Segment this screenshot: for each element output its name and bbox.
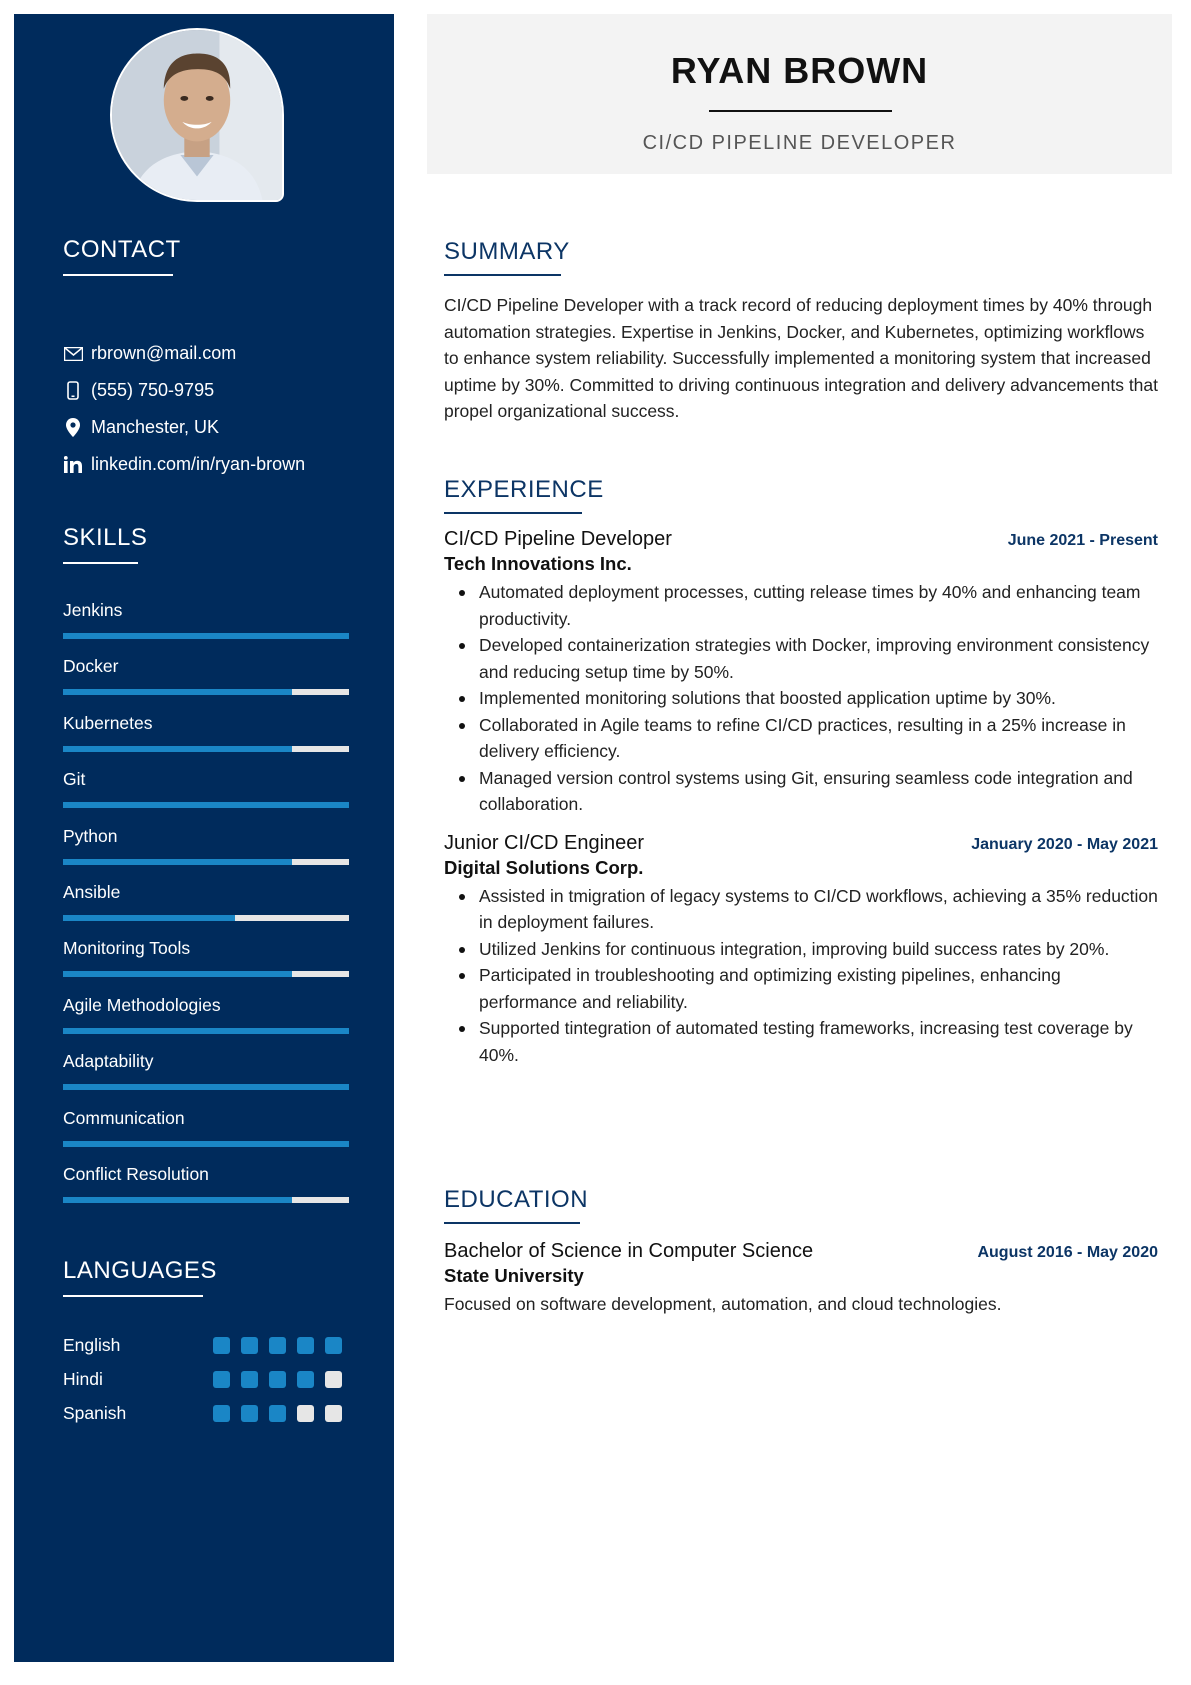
skill-level-fill xyxy=(63,971,292,977)
summary-heading: SUMMARY xyxy=(444,238,570,265)
skill-level-fill xyxy=(63,1084,349,1090)
contact-email[interactable] xyxy=(63,335,373,372)
summary-heading-rule xyxy=(444,274,561,276)
skill-level-fill xyxy=(63,802,349,808)
rating-dot-filled xyxy=(325,1337,342,1354)
education-heading: EDUCATION xyxy=(444,1186,589,1213)
education-description: Focused on software development, automation, and cloud technologies. xyxy=(444,1294,1002,1314)
experience-heading: EXPERIENCE xyxy=(444,476,604,503)
resume-header xyxy=(427,14,1172,174)
skill-name: Ansible xyxy=(63,881,121,902)
skill-item xyxy=(63,655,349,711)
job-bullet: Supported tintegration of automated testing frameworks, increasing test coverage by 40%. xyxy=(444,1015,1158,1068)
job-bullet: Managed version control systems using Git, ensuring seamless code integration and collaboration. xyxy=(444,765,1158,818)
job-date: January 2020 - May 2021 xyxy=(971,835,1158,853)
languages-heading-rule xyxy=(63,1295,203,1297)
contact-section xyxy=(63,236,363,276)
skill-item xyxy=(63,768,349,824)
language-rating xyxy=(213,1405,353,1422)
skill-level-fill xyxy=(63,746,292,752)
contact-linkedin[interactable] xyxy=(63,446,373,483)
skill-level-fill xyxy=(63,915,235,921)
languages-heading: LANGUAGES xyxy=(63,1257,217,1284)
job-bullet: Assisted in tmigration of legacy systems to CI/CD workflows, achieving a 35% reduction in deployment failures. xyxy=(444,883,1158,936)
summary-text: CI/CD Pipeline Developer with a track record of reducing deployment times by 40% through automation strategies. Expertise in Jenkins, Docker, and Kubernetes, optimizing workflows to enhance system reliability. Successfully implemented a monitoring system that increased uptime by 30%. Committed to driving continuous integration and delivery advancements that propel organizational success. xyxy=(444,295,1159,421)
contact-location-text: Manchester, UK xyxy=(91,417,220,437)
education-header xyxy=(444,1240,1158,1263)
skill-item xyxy=(63,825,349,881)
contact-list xyxy=(63,335,373,483)
job-date: June 2021 - Present xyxy=(1007,532,1158,549)
skill-level-fill xyxy=(63,1028,349,1034)
email-icon xyxy=(63,344,83,364)
language-item xyxy=(63,1396,353,1430)
contact-heading-rule xyxy=(63,274,173,276)
summary-section xyxy=(444,238,1158,425)
skill-level-bar xyxy=(63,1028,349,1034)
profile-photo-illustration xyxy=(112,30,282,200)
skills-section xyxy=(63,524,363,564)
contact-linkedin-text: linkedin.com/in/ryan-brown xyxy=(91,454,306,474)
skill-name: Git xyxy=(63,769,86,790)
skill-level-fill xyxy=(63,859,292,865)
skill-level-bar xyxy=(63,802,349,808)
contact-heading: CONTACT xyxy=(63,236,181,263)
experience-section xyxy=(444,476,1158,1068)
job-bullets xyxy=(444,579,1158,818)
languages-list xyxy=(63,1328,353,1430)
skill-name: Conflict Resolution xyxy=(63,1163,209,1184)
skill-level-fill xyxy=(63,1197,292,1203)
rating-dot-filled xyxy=(269,1337,286,1354)
skill-level-fill xyxy=(63,689,292,695)
skill-level-bar xyxy=(63,689,349,695)
contact-email-text: rbrown@mail.com xyxy=(91,343,237,363)
skill-name: Python xyxy=(63,825,118,846)
contact-phone-text: (555) 750-9795 xyxy=(91,380,215,400)
skill-name: Docker xyxy=(63,656,119,677)
skill-name: Jenkins xyxy=(63,600,123,620)
skill-name: Communication xyxy=(63,1107,185,1128)
skill-level-bar xyxy=(63,915,349,921)
skill-item xyxy=(63,712,349,768)
skill-level-bar xyxy=(63,1197,349,1203)
skill-item xyxy=(63,1163,349,1219)
school-name: State University xyxy=(444,1265,584,1286)
languages-section xyxy=(63,1257,363,1297)
location-pin-icon xyxy=(63,418,83,438)
skills-heading-rule xyxy=(63,562,138,564)
skill-level-bar xyxy=(63,1084,349,1090)
job-header xyxy=(444,832,1158,855)
skill-level-bar xyxy=(63,1141,349,1147)
candidate-title: CI/CD PIPELINE DEVELOPER xyxy=(642,132,957,154)
skill-level-bar xyxy=(63,633,349,639)
rating-dot-filled xyxy=(241,1371,258,1388)
skill-item xyxy=(63,994,349,1050)
skill-item xyxy=(63,1107,349,1163)
language-name: Hindi xyxy=(63,1368,103,1389)
profile-photo xyxy=(110,28,284,202)
skill-item xyxy=(63,937,349,993)
skill-level-bar xyxy=(63,746,349,752)
skills-list xyxy=(63,599,349,1219)
job-bullet: Participated in troubleshooting and optimizing existing pipelines, enhancing performance and reliability. xyxy=(444,962,1158,1015)
job-bullet: Implemented monitoring solutions that boosted application uptime by 30%. xyxy=(444,685,1158,712)
job-header xyxy=(444,528,1158,551)
skill-level-bar xyxy=(63,971,349,977)
education-section xyxy=(444,1186,1158,1318)
candidate-name: RYAN BROWN xyxy=(670,50,929,91)
language-item xyxy=(63,1328,353,1362)
education-entry xyxy=(444,1240,1158,1318)
job-entry xyxy=(444,528,1158,818)
rating-dot-filled xyxy=(213,1371,230,1388)
rating-dot-filled xyxy=(269,1405,286,1422)
job-company: Digital Solutions Corp. xyxy=(444,856,644,878)
job-bullet: Developed containerization strategies with Docker, improving environment consistency and reducing setup time by 50%. xyxy=(444,632,1158,685)
linkedin-icon xyxy=(63,455,83,475)
rating-dot-filled xyxy=(213,1337,230,1354)
rating-dot-filled xyxy=(241,1405,258,1422)
degree-title: Bachelor of Science in Computer Science xyxy=(444,1240,814,1262)
rating-dot-empty xyxy=(297,1405,314,1422)
rating-dot-filled xyxy=(297,1337,314,1354)
experience-heading-rule xyxy=(444,512,582,514)
contact-phone[interactable] xyxy=(63,372,373,409)
skill-name: Monitoring Tools xyxy=(63,938,191,959)
education-heading-rule xyxy=(444,1222,580,1224)
skill-item xyxy=(63,881,349,937)
language-name: Spanish xyxy=(63,1402,127,1423)
job-title: CI/CD Pipeline Developer xyxy=(444,528,672,550)
skill-level-bar xyxy=(63,859,349,865)
job-bullet: Automated deployment processes, cutting release times by 40% and enhancing team productivity. xyxy=(444,579,1158,632)
job-entry xyxy=(444,832,1158,1069)
job-bullet: Collaborated in Agile teams to refine CI/CD practices, resulting in a 25% increase in delivery efficiency. xyxy=(444,712,1158,765)
name-underline xyxy=(709,110,892,112)
skill-item xyxy=(63,599,349,655)
rating-dot-filled xyxy=(269,1371,286,1388)
language-item xyxy=(63,1362,353,1396)
education-date: August 2016 - May 2020 xyxy=(977,1244,1158,1261)
skills-heading: SKILLS xyxy=(63,524,148,551)
skill-level-fill xyxy=(63,1141,349,1147)
skill-name: Adaptability xyxy=(63,1051,154,1072)
rating-dot-empty xyxy=(325,1405,342,1422)
rating-dot-empty xyxy=(325,1371,342,1388)
sidebar xyxy=(14,14,394,1662)
contact-location xyxy=(63,409,373,446)
job-bullet: Utilized Jenkins for continuous integration, improving build success rates by 20%. xyxy=(444,936,1158,963)
job-title: Junior CI/CD Engineer xyxy=(444,831,645,854)
language-rating xyxy=(213,1337,353,1354)
skill-item xyxy=(63,1050,349,1106)
skill-name: Agile Methodologies xyxy=(63,994,221,1015)
rating-dot-filled xyxy=(241,1337,258,1354)
phone-icon xyxy=(63,381,83,401)
rating-dot-filled xyxy=(297,1371,314,1388)
skill-level-fill xyxy=(63,633,349,639)
language-rating xyxy=(213,1371,353,1388)
skill-name: Kubernetes xyxy=(63,712,153,733)
job-bullets xyxy=(444,883,1158,1069)
language-name: English xyxy=(63,1334,121,1355)
job-company: Tech Innovations Inc. xyxy=(444,553,632,574)
rating-dot-filled xyxy=(213,1405,230,1422)
